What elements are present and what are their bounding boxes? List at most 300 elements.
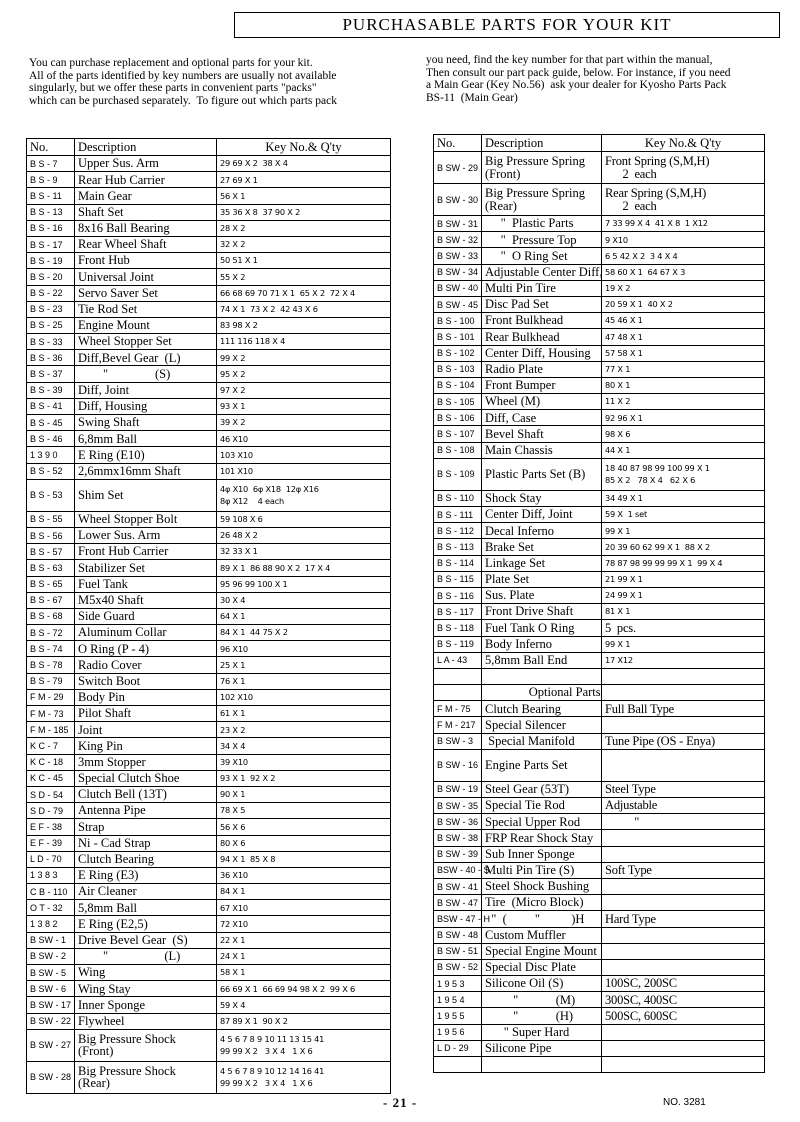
part-number: B S - 56 <box>27 527 75 543</box>
key-quantity: 66 68 69 70 71 X 1 65 X 2 72 X 4 <box>217 285 391 301</box>
part-number: B S - 45 <box>27 415 75 431</box>
part-number: B S - 36 <box>27 350 75 366</box>
part-description: Clutch Bell (13T) <box>75 786 217 802</box>
part-description: Inner Sponge <box>75 997 217 1013</box>
key-quantity: Soft Type <box>602 862 765 878</box>
part-description: Rear Wheel Shaft <box>75 236 217 252</box>
key-quantity: 29 69 X 2 38 X 4 <box>217 156 391 172</box>
key-quantity: 57 58 X 1 <box>602 345 765 361</box>
part-description: E Ring (E10) <box>75 447 217 463</box>
table-row <box>434 959 765 975</box>
part-number: B S - 22 <box>27 285 75 301</box>
part-description: Special Clutch Shoe <box>75 770 217 786</box>
part-description: Disc Pad Set <box>482 296 602 312</box>
key-quantity: 300SC, 400SC <box>602 992 765 1008</box>
key-quantity: 30 X 4 <box>217 592 391 608</box>
part-number: S D - 54 <box>27 786 75 802</box>
table-row <box>434 394 765 410</box>
table-row <box>434 652 765 668</box>
part-description: Special Tie Rod <box>482 798 602 814</box>
part-number: O T - 32 <box>27 900 75 916</box>
part-number: B S - 105 <box>434 394 482 410</box>
part-number: B S - 52 <box>27 463 75 479</box>
part-number: F M - 73 <box>27 706 75 722</box>
part-number: B S - 102 <box>434 345 482 361</box>
part-description: " Plastic Parts <box>482 216 602 232</box>
part-description: Swing Shaft <box>75 415 217 431</box>
table-row <box>27 754 391 770</box>
table-row <box>27 786 391 802</box>
part-number: B SW - 33 <box>434 248 482 264</box>
part-number: B SW - 41 <box>434 878 482 894</box>
table-row <box>27 479 391 511</box>
part-description: 2,6mmx16mm Shaft <box>75 463 217 479</box>
part-number: K C - 45 <box>27 770 75 786</box>
key-quantity: 61 X 1 <box>217 706 391 722</box>
key-quantity: 81 X 1 <box>602 604 765 620</box>
table-row <box>434 410 765 426</box>
part-description: Fuel Tank O Ring <box>482 620 602 636</box>
key-quantity: Front Spring (S,M,H) 2 each <box>602 152 765 184</box>
part-number: B S - 37 <box>27 366 75 382</box>
key-quantity: 100SC, 200SC <box>602 976 765 992</box>
key-quantity: 35 36 X 8 37 90 X 2 <box>217 204 391 220</box>
part-number: E F - 39 <box>27 835 75 851</box>
part-description: Multi Pin Tire <box>482 280 602 296</box>
key-quantity: " <box>602 814 765 830</box>
key-quantity <box>602 895 765 911</box>
key-quantity: 92 96 X 1 <box>602 410 765 426</box>
table-row <box>434 264 765 280</box>
part-description: Pilot Shaft <box>75 706 217 722</box>
key-quantity: Adjustable <box>602 798 765 814</box>
table-row <box>434 361 765 377</box>
key-quantity: 97 X 2 <box>217 382 391 398</box>
part-description: 8x16 Ball Bearing <box>75 220 217 236</box>
table-row <box>434 878 765 894</box>
key-quantity: Full Ball Type <box>602 701 765 717</box>
part-number: B S - 11 <box>27 188 75 204</box>
table-row <box>434 685 765 701</box>
part-description: Silicone Oil (S) <box>482 976 602 992</box>
key-quantity: Rear Spring (S,M,H) 2 each <box>602 184 765 216</box>
table-row <box>27 220 391 236</box>
part-description: 5,8mm Ball End <box>482 652 602 668</box>
key-quantity: 6 5 42 X 2 3 4 X 4 <box>602 248 765 264</box>
table-row <box>434 717 765 733</box>
key-quantity: 56 X 1 <box>217 188 391 204</box>
table-row <box>27 900 391 916</box>
part-number: 1 9 5 5 <box>434 1008 482 1024</box>
key-quantity: 84 X 1 44 75 X 2 <box>217 625 391 641</box>
key-quantity: 76 X 1 <box>217 673 391 689</box>
key-quantity <box>602 927 765 943</box>
table-row <box>27 188 391 204</box>
part-description: Wing <box>75 965 217 981</box>
part-description: Engine Parts Set <box>482 749 602 781</box>
key-quantity: 39 X10 <box>217 754 391 770</box>
table-row <box>434 1057 765 1073</box>
part-description: Wing Stay <box>75 981 217 997</box>
table-row <box>27 172 391 188</box>
key-quantity: 4φ X10 6φ X18 12φ X16 8φ X12 4 each <box>217 479 391 511</box>
key-quantity: 34 49 X 1 <box>602 490 765 506</box>
key-quantity: 46 X10 <box>217 431 391 447</box>
key-quantity: 77 X 1 <box>602 361 765 377</box>
table-row <box>27 884 391 900</box>
part-number: K C - 18 <box>27 754 75 770</box>
table-row <box>27 576 391 592</box>
table-row <box>434 280 765 296</box>
table-row <box>434 814 765 830</box>
table-row <box>434 781 765 797</box>
part-number: B S - 68 <box>27 608 75 624</box>
part-description: " (S) <box>75 366 217 382</box>
key-quantity: 80 X 1 <box>602 377 765 393</box>
key-quantity: 44 X 1 <box>602 442 765 458</box>
part-description: Sus. Plate <box>482 587 602 603</box>
part-number: B SW - 2 <box>27 948 75 964</box>
part-description: Shock Stay <box>482 490 602 506</box>
part-number: B S - 17 <box>27 236 75 252</box>
table-row <box>27 722 391 738</box>
key-quantity <box>602 749 765 781</box>
part-number: F M - 185 <box>27 722 75 738</box>
part-description: Big Pressure Shock (Front) <box>75 1029 217 1061</box>
key-quantity: 93 X 1 92 X 2 <box>217 770 391 786</box>
table-row <box>434 587 765 603</box>
part-description: E Ring (E2,5) <box>75 916 217 932</box>
part-number: B S - 33 <box>27 334 75 350</box>
key-quantity: 84 X 1 <box>217 884 391 900</box>
part-description: Antenna Pipe <box>75 803 217 819</box>
part-description: Big Pressure Spring (Front) <box>482 152 602 184</box>
part-number: B S - 19 <box>27 253 75 269</box>
key-quantity: 87 89 X 1 90 X 2 <box>217 1013 391 1029</box>
table-row <box>434 701 765 717</box>
table-row <box>27 527 391 543</box>
part-number: L D - 29 <box>434 1040 482 1056</box>
part-number <box>434 1057 482 1073</box>
header-no: No. <box>27 139 75 156</box>
part-description: Tie Rod Set <box>75 301 217 317</box>
part-description: Special Engine Mount <box>482 943 602 959</box>
part-description: Clutch Bearing <box>75 851 217 867</box>
part-number: B S - 116 <box>434 587 482 603</box>
part-number: E F - 38 <box>27 819 75 835</box>
table-row <box>27 204 391 220</box>
key-quantity: 98 X 6 <box>602 426 765 442</box>
part-description: Front Hub <box>75 253 217 269</box>
table-row <box>434 248 765 264</box>
page-title: PURCHASABLE PARTS FOR YOUR KIT <box>234 12 780 38</box>
table-row <box>434 184 765 216</box>
part-description: " ( " )H <box>482 911 602 927</box>
part-description: " Pressure Top <box>482 232 602 248</box>
table-row <box>27 350 391 366</box>
part-description <box>482 668 602 684</box>
table-row <box>434 943 765 959</box>
part-number: B SW - 17 <box>27 997 75 1013</box>
table-row <box>27 366 391 382</box>
part-number: B S - 25 <box>27 317 75 333</box>
part-number: 1 3 9 0 <box>27 447 75 463</box>
key-quantity: 95 X 2 <box>217 366 391 382</box>
key-quantity: 20 59 X 1 40 X 2 <box>602 296 765 312</box>
key-quantity: 45 46 X 1 <box>602 313 765 329</box>
table-row <box>27 608 391 624</box>
part-number: B SW - 40 <box>434 280 482 296</box>
part-description: Front Drive Shaft <box>482 604 602 620</box>
part-number: B SW - 31 <box>434 216 482 232</box>
part-description: Engine Mount <box>75 317 217 333</box>
key-quantity: 50 51 X 1 <box>217 253 391 269</box>
part-number: B S - 16 <box>27 220 75 236</box>
table-row <box>434 927 765 943</box>
key-quantity: 102 X10 <box>217 689 391 705</box>
table-row <box>434 507 765 523</box>
key-quantity <box>602 717 765 733</box>
table-row <box>434 329 765 345</box>
table-row <box>434 523 765 539</box>
key-quantity: 20 39 60 62 99 X 1 88 X 2 <box>602 539 765 555</box>
part-description: " O Ring Set <box>482 248 602 264</box>
part-description: Strap <box>75 819 217 835</box>
table-row <box>27 981 391 997</box>
part-number: B S - 108 <box>434 442 482 458</box>
table-row <box>434 636 765 652</box>
part-number: B SW - 38 <box>434 830 482 846</box>
table-row <box>27 1029 391 1061</box>
key-quantity <box>602 1024 765 1040</box>
part-description: Special Upper Rod <box>482 814 602 830</box>
part-description: O Ring (P - 4) <box>75 641 217 657</box>
table-row <box>434 798 765 814</box>
part-description: Front Bumper <box>482 377 602 393</box>
part-number: B S - 110 <box>434 490 482 506</box>
key-quantity: 59 X 1 set <box>602 507 765 523</box>
key-quantity: 95 96 99 100 X 1 <box>217 576 391 592</box>
part-number: B S - 113 <box>434 539 482 555</box>
part-number: B SW - 3 <box>434 733 482 749</box>
key-quantity <box>602 1057 765 1073</box>
part-number: B S - 20 <box>27 269 75 285</box>
key-quantity: 39 X 2 <box>217 415 391 431</box>
table-row <box>27 738 391 754</box>
table-row <box>27 851 391 867</box>
table-row <box>27 706 391 722</box>
part-description: Diff,Bevel Gear (L) <box>75 350 217 366</box>
key-quantity: 26 48 X 2 <box>217 527 391 543</box>
key-quantity: Hard Type <box>602 911 765 927</box>
table-row <box>27 657 391 673</box>
part-number: B SW - 22 <box>27 1013 75 1029</box>
part-description: Center Diff, Housing <box>482 345 602 361</box>
part-description: Diff, Joint <box>75 382 217 398</box>
parts-table-right <box>433 134 765 1073</box>
table-row <box>27 398 391 414</box>
part-description: Front Hub Carrier <box>75 544 217 560</box>
part-number: B SW - 47 <box>434 895 482 911</box>
part-number: B S - 39 <box>27 382 75 398</box>
part-description: Front Bulkhead <box>482 313 602 329</box>
part-description: 3mm Stopper <box>75 754 217 770</box>
part-number: B S - 57 <box>27 544 75 560</box>
part-number: B SW - 28 <box>27 1061 75 1093</box>
key-quantity: 56 X 6 <box>217 819 391 835</box>
part-number: B S - 63 <box>27 560 75 576</box>
part-description: Special Disc Plate <box>482 959 602 975</box>
part-number: B S - 112 <box>434 523 482 539</box>
part-number: B S - 46 <box>27 431 75 447</box>
part-description: Side Guard <box>75 608 217 624</box>
table-row <box>27 382 391 398</box>
part-number: F M - 75 <box>434 701 482 717</box>
part-number: L D - 70 <box>27 851 75 867</box>
part-number <box>434 668 482 684</box>
part-number: S D - 79 <box>27 803 75 819</box>
part-description: Servo Saver Set <box>75 285 217 301</box>
part-description: Rear Bulkhead <box>482 329 602 345</box>
table-row <box>27 592 391 608</box>
part-number: B S - 41 <box>27 398 75 414</box>
part-number: B S - 106 <box>434 410 482 426</box>
part-number: B S - 53 <box>27 479 75 511</box>
key-quantity: 80 X 6 <box>217 835 391 851</box>
part-description: Sub Inner Sponge <box>482 846 602 862</box>
part-number: L A - 43 <box>434 652 482 668</box>
table-row <box>434 733 765 749</box>
part-description: Stabilizer Set <box>75 560 217 576</box>
part-description: Fuel Tank <box>75 576 217 592</box>
key-quantity: 96 X10 <box>217 641 391 657</box>
key-quantity: 27 69 X 1 <box>217 172 391 188</box>
key-quantity: 78 87 98 99 99 99 X 1 99 X 4 <box>602 555 765 571</box>
part-description: Radio Plate <box>482 361 602 377</box>
table-row <box>27 819 391 835</box>
table-row <box>27 997 391 1013</box>
key-quantity: 22 X 1 <box>217 932 391 948</box>
table-row <box>27 447 391 463</box>
key-quantity: 78 X 5 <box>217 803 391 819</box>
key-quantity: 58 X 1 <box>217 965 391 981</box>
table-row <box>434 442 765 458</box>
part-number: B S - 7 <box>27 156 75 172</box>
part-number: B SW - 35 <box>434 798 482 814</box>
part-number: BSW - 47 - H <box>434 911 482 927</box>
part-description: Linkage Set <box>482 555 602 571</box>
key-quantity: 500SC, 600SC <box>602 1008 765 1024</box>
part-description: Big Pressure Spring (Rear) <box>482 184 602 216</box>
key-quantity: 99 X 1 <box>602 636 765 652</box>
part-number: B S - 13 <box>27 204 75 220</box>
part-number: B S - 101 <box>434 329 482 345</box>
part-number: 1 3 8 3 <box>27 867 75 883</box>
part-description: Radio Cover <box>75 657 217 673</box>
table-row <box>434 458 765 490</box>
part-number: K C - 7 <box>27 738 75 754</box>
part-description: Big Pressure Shock (Rear) <box>75 1061 217 1093</box>
table-row <box>434 555 765 571</box>
part-number: B S - 109 <box>434 458 482 490</box>
table-row <box>434 895 765 911</box>
table-row <box>27 285 391 301</box>
part-description: Universal Joint <box>75 269 217 285</box>
part-number: F M - 217 <box>434 717 482 733</box>
part-number: B S - 23 <box>27 301 75 317</box>
table-row <box>434 1040 765 1056</box>
key-quantity: 9 X10 <box>602 232 765 248</box>
part-description: M5x40 Shaft <box>75 592 217 608</box>
part-number: B SW - 39 <box>434 846 482 862</box>
key-quantity <box>602 846 765 862</box>
part-number: B SW - 1 <box>27 932 75 948</box>
part-description: Custom Muffler <box>482 927 602 943</box>
table-row <box>434 1008 765 1024</box>
page-number: - 21 - <box>383 1095 418 1110</box>
key-quantity: 18 40 87 98 99 100 99 X 1 85 X 2 78 X 4 62 X 6 <box>602 458 765 490</box>
table-row <box>434 377 765 393</box>
part-number: B S - 78 <box>27 657 75 673</box>
part-description: Plastic Parts Set (B) <box>482 458 602 490</box>
table-row <box>434 992 765 1008</box>
part-number <box>434 685 482 701</box>
key-quantity: 34 X 4 <box>217 738 391 754</box>
key-quantity: 36 X10 <box>217 867 391 883</box>
part-description: Clutch Bearing <box>482 701 602 717</box>
table-row <box>27 916 391 932</box>
part-description: Shim Set <box>75 479 217 511</box>
document-number: NO. 3281 <box>663 1097 706 1108</box>
key-quantity: 93 X 1 <box>217 398 391 414</box>
header-description: Description <box>482 135 602 152</box>
part-number: B SW - 30 <box>434 184 482 216</box>
part-description: E Ring (E3) <box>75 867 217 883</box>
part-number: B SW - 51 <box>434 943 482 959</box>
table-header-row <box>27 139 391 156</box>
table-row <box>434 1024 765 1040</box>
key-quantity: 4 5 6 7 8 9 10 11 13 15 41 99 99 X 2 3 X 4 1 X 6 <box>217 1029 391 1061</box>
part-description: Main Gear <box>75 188 217 204</box>
table-row <box>434 296 765 312</box>
key-quantity <box>602 685 765 701</box>
table-row <box>434 571 765 587</box>
part-description: Adjustable Center Diff, <box>482 264 602 280</box>
key-quantity: 64 X 1 <box>217 608 391 624</box>
table-row <box>434 426 765 442</box>
key-quantity: 99 X 1 <box>602 523 765 539</box>
table-row <box>27 431 391 447</box>
table-row <box>434 976 765 992</box>
intro-text-left: You can purchase replacement and optional parts for your kit. All of the parts identified by key numbers are usually not available singularly, but we offer these parts in convenient parts "packs" which can be purchased separately. To figure out which parts pack <box>29 57 337 107</box>
part-number: B SW - 6 <box>27 981 75 997</box>
part-description: Drive Bevel Gear (S) <box>75 932 217 948</box>
key-quantity: 19 X 2 <box>602 280 765 296</box>
part-description: 5,8mm Ball <box>75 900 217 916</box>
table-row <box>27 463 391 479</box>
key-quantity: 72 X10 <box>217 916 391 932</box>
part-description: Aluminum Collar <box>75 625 217 641</box>
table-row <box>27 544 391 560</box>
table-row <box>434 490 765 506</box>
key-quantity <box>602 878 765 894</box>
part-description: Decal Inferno <box>482 523 602 539</box>
key-quantity: 32 33 X 1 <box>217 544 391 560</box>
table-row <box>27 867 391 883</box>
part-number: B S - 107 <box>434 426 482 442</box>
key-quantity: 58 60 X 1 64 67 X 3 <box>602 264 765 280</box>
part-number: B S - 114 <box>434 555 482 571</box>
